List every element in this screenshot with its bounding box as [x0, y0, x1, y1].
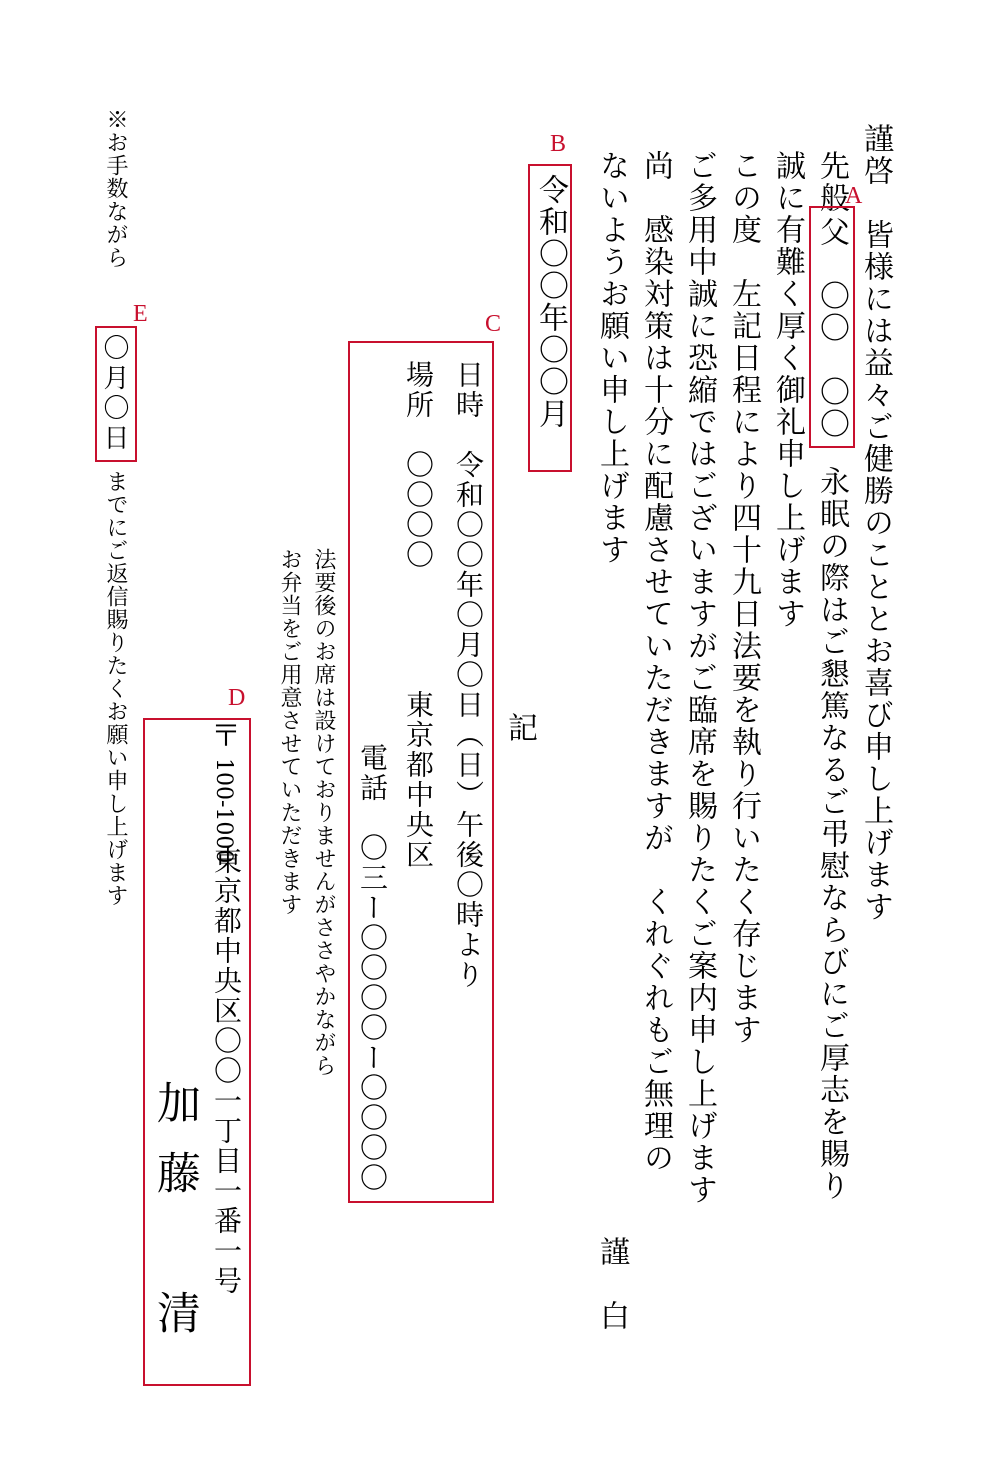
- sender-address: 東京都中央区〇〇一丁目一番一号: [210, 846, 243, 1296]
- marker-e: E: [133, 301, 148, 327]
- letter-line-8: ないようお願い申し上げます: [594, 150, 629, 566]
- letter-line-2: 先般: [814, 150, 849, 214]
- letter-line-7: 尚 感染対策は十分に配慮させていただきますが くれぐれもご無理の: [638, 150, 673, 1174]
- notice-line-2: お弁当をご用意させていただきます: [277, 548, 302, 916]
- reply-deadline: 〇月〇日: [99, 334, 129, 454]
- record-address: 東京都中央区: [402, 690, 435, 870]
- record-datetime: 日時 令和〇〇年〇月〇日（日）午後〇時より: [452, 360, 485, 990]
- postal-mark: 〒: [211, 719, 241, 754]
- marker-a: A: [845, 183, 863, 209]
- reply-prefix: ※お手数ながら: [103, 108, 128, 269]
- letter-line-6: ご多用中誠に恐縮ではございますがご臨席を賜りたくご案内申し上げます: [682, 150, 717, 1206]
- record-place: 場所 〇〇〇〇: [402, 360, 435, 570]
- marker-b: B: [550, 131, 567, 157]
- postal-code: 100-1000: [211, 758, 236, 864]
- letter-line-4: 誠に有難く厚く御礼申し上げます: [770, 150, 805, 630]
- ki-heading: 記: [502, 712, 537, 744]
- marker-c: C: [485, 311, 502, 337]
- notice-line-1: 法要後のお席は設けておりませんがささやかながら: [311, 548, 336, 1077]
- deceased-name: 父 〇〇 〇〇: [814, 216, 849, 440]
- letter-line-5: この度 左記日程により四十九日法要を執り行いたく存じます: [726, 150, 761, 1046]
- closing: 謹 白: [594, 1236, 629, 1332]
- letter-line-1: 謹啓 皆様には益々ご健勝のこととお喜び申し上げます: [858, 123, 893, 923]
- reply-suffix: までにご返信賜りたくお願い申し上げます: [103, 470, 128, 907]
- record-phone: 電話 〇三ー〇〇〇〇ー〇〇〇〇: [356, 743, 389, 1193]
- letter-date: 令和〇〇年〇〇月: [533, 174, 568, 430]
- marker-d: D: [228, 685, 246, 711]
- letter-line-3: 永眠の際はご懇篤なるご弔慰ならびにご厚志を賜り: [814, 466, 849, 1202]
- sender-name: 加藤 清: [149, 1080, 200, 1360]
